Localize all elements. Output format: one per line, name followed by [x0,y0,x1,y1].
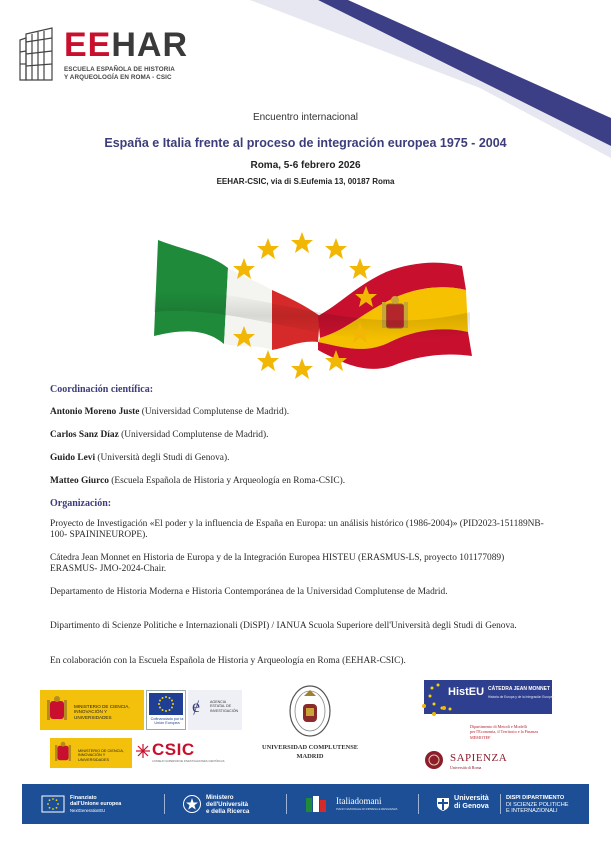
footer-divider [286,794,287,814]
logo-subtitle-1: ESCUELA ESPAÑOLA DE HISTORIA [64,66,175,73]
logo-name-har: HAR [111,26,189,64]
unige-emblem-icon [436,796,450,812]
organization-item-3: Departamento de Historia Moderna e Historia Contemporánea de la Universidad Complutense de Madrid. [50,587,448,597]
memotef-line-1: Dipartimento di Metodi e Modelli [470,724,527,729]
eehar-logo [18,22,218,88]
aei-mark: ɇ [192,696,200,716]
sapienza-name: SAPIENZA [450,752,508,764]
mur-text [206,794,249,815]
ministerio-logo [40,690,144,730]
coordinator-name: Guido Levi [50,453,96,463]
coat-of-arms-icon [54,741,72,765]
agencia-logo [188,690,242,730]
ucm-logo [254,684,366,768]
dispi-text [506,795,568,815]
italia-domani-text: Italiadomani [336,796,382,806]
logo-name-ee: EE [64,26,112,64]
mur-line-3: e della Ricerca [206,808,250,815]
building-icon [18,24,60,82]
agencia-text: AGENCIA ESTATAL DE INVESTIGACIÓN [210,700,239,713]
eu-funding-line-1: Finanziato [70,795,97,801]
ministerio-text-2: MINISTERIO DE CIENCIA, INNOVACIÓN Y UNIVERSIDADES [78,749,124,762]
unige-text [454,794,489,810]
event-date: Roma, 5-6 febrero 2026 [250,160,361,171]
dispi-line-2: DI SCIENZE POLITICHE [506,801,569,808]
coordinator-3 [50,453,570,464]
coordinator-affiliation: (Universidad Complutense de Madrid). [118,430,269,440]
dispi-line-3: E INTERNAZIONALI [506,808,558,815]
coordinator-affiliation: (Universidad Complutense de Madrid). [139,407,290,417]
coordinator-affiliation: (Università degli Studi di Genova). [95,453,230,463]
sapienza-logo [424,748,544,774]
memotef-text [470,724,580,740]
eu-funding-line-3: NextGenerationEU [70,807,106,813]
ucm-name: UNIVERSIDAD COMPLUTENSE [261,744,359,751]
organization-item-1: Proyecto de Investigación «El poder y la influencia de España en Europa: un análisis histórico (1986-2004)» (PID2023-151189NB-100- SPAININEUROPE). [50,519,544,540]
csic-text: CSIC [152,740,195,759]
coordinator-name: Matteo Giurco [50,476,109,486]
footer-divider [500,794,501,814]
histeu-title: CÁTEDRA JEAN MONNET [488,686,551,692]
organization-heading: Organización: [50,498,112,509]
footer-divider [418,794,419,814]
eu-stars-icon [157,695,175,713]
eu-flag-icon [42,796,64,812]
sapienza-seal-icon [424,750,444,770]
spain-flag [318,263,472,369]
ucm-seal-icon [288,684,332,738]
mur-emblem-icon [182,794,202,814]
csic-subtext: CONSEJO SUPERIOR DE INVESTIGACIONES CIENTÍFICAS [152,760,225,763]
coordinator-1 [50,407,570,418]
stars-trail-icon [418,700,452,720]
unige-line-2: di Genova [454,801,489,810]
logo-subtitle-2: Y ARQUEOLOGÍA EN ROMA - CSIC [64,74,172,81]
ministerio-text: MINISTERIO DE CIENCIA, INNOVACIÓN Y UNIVERSIDADES [74,704,130,720]
coat-of-arms-icon [46,695,68,725]
event-title: España e Italia frente al proceso de integración europea 1975 - 2004 [104,136,507,150]
eu-cofinanced-logo [146,690,186,730]
mur-line-1: Ministero [206,794,234,801]
ministerio-logo-2 [50,738,132,768]
coordinator-name: Antonio Moreno Juste [50,407,140,417]
footer-divider [164,794,165,814]
histeu-name: HistEU [448,686,485,698]
memotef-line-2: per l'Economia, il Territorio e la Finanza [470,729,538,735]
eu-funding-line-2: dall'Unione europea [70,801,122,808]
coordinator-2 [50,430,570,441]
csic-logo [134,738,225,768]
coordination-heading: Coordinación científica: [50,384,154,395]
italia-domani-subtext: PIANO NAZIONALE DI RIPRESA E RESILIENZA [336,807,398,811]
funding-footer [22,784,589,824]
coordinator-affiliation: (Escuela Española de Historia y Arqueología en Roma-CSIC). [108,476,346,486]
histeu-subtitle: Historia de Europa y de la Integración Europea [488,695,555,699]
csic-mark-icon [136,744,150,758]
coordinator-4 [50,476,570,487]
event-kind: Encuentro internacional [252,112,359,123]
italy-spain-flags-illustration [150,232,480,382]
coordinator-name: Carlos Sanz Díaz [50,430,119,440]
eu-funding-text [70,795,121,814]
mur-line-2: dell'Università [206,801,249,808]
dispi-line-1: DISPI DIPARTIMENTO [506,795,565,801]
memotef-line-3: MEMOTEF [470,734,491,740]
event-place: EEHAR-CSIC, via di S.Eufemia 13, 00187 Roma [216,177,395,186]
organization-item-2: Cátedra Jean Monnet en Historia de Europa y de la Integración Europea HISTEU (ERASMUS-LS, proyecto 101177089) ERASMUS- JMO-2024-Chair. [50,553,505,574]
ucm-city: MADRID [296,753,324,760]
eu-cofinanced-text: Cofinanciado por la Unión Europea [150,717,184,726]
italia-domani-icon [304,794,332,814]
histeu-stars-trail [418,700,452,720]
organization-item-4: Dipartimento di Scienze Politiche e Internazionali (DiSPI) / IANUA Scuola Superiore dell'Università degli Studi di Genova. [50,621,517,631]
sapienza-subtitle: Università di Roma [450,765,482,770]
unige-line-1: Università [454,793,489,802]
organization-item-5: En colaboración con la Escuela Española de Historia y Arqueología en Roma (EEHAR-CSIC). [50,656,406,666]
